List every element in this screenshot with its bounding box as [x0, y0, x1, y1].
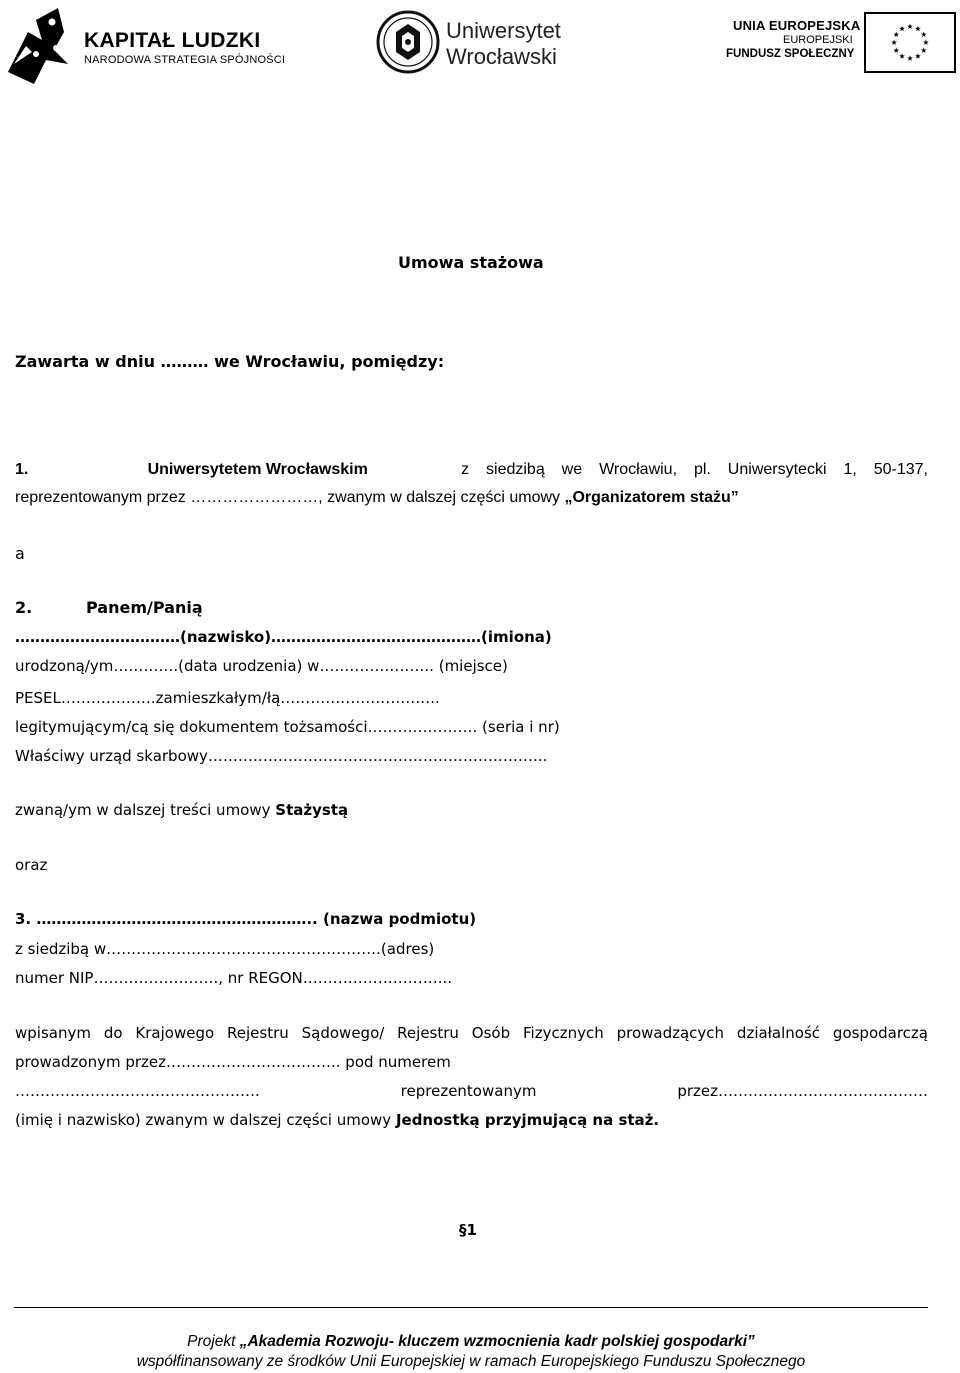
- eu-logo-line1: UNIA EUROPEJSKA: [733, 18, 861, 33]
- party3-role: Jednostką przyjmującą na staż.: [395, 1111, 660, 1129]
- eu-star-icon: [899, 26, 905, 31]
- party1-seat: z siedzibą we Wrocławiu, pl. Uniwersytecki 1, 50-137,: [461, 461, 928, 478]
- eu-star-icon: [915, 26, 921, 31]
- party3-role-prefix: (imię i nazwisko) zwanym w dalszej części umowy: [15, 1111, 396, 1129]
- party2-tax-office-line: Właściwy urząd skarbowy…………………………………………………………..: [15, 747, 548, 765]
- party3-name-line: 3. ……………………………………………….. (nazwa podmiotu): [15, 910, 477, 928]
- party3-nip-regon-line: numer NIP……………………., nr REGON………………………...: [15, 969, 453, 987]
- party3-role-line: [15, 1111, 659, 1129]
- section-heading: §1: [459, 1221, 477, 1239]
- party3-court-line: prowadzonym przez…………………………….. pod numerem: [15, 1053, 451, 1071]
- eu-logo-line3: FUNDUSZ SPOŁECZNY: [726, 48, 855, 60]
- connector-oraz: oraz: [15, 856, 48, 874]
- eu-star-icon: [915, 53, 921, 58]
- kapital-ludzki-subtitle: NARODOWA STRATEGIA SPÓJNOŚCI: [84, 54, 286, 66]
- kapital-ludzki-title: KAPITAŁ LUDZKI: [84, 29, 261, 52]
- footer-project-prefix: Projekt: [187, 1333, 240, 1350]
- footer-project-line: [0, 1333, 942, 1351]
- party1-line2: [15, 489, 739, 507]
- footer-project-name: „Akademia Rozwoju- kluczem wzmocnienia kadr polskiej gospodarki”: [239, 1333, 755, 1350]
- party1-role: „Organizatorem stażu”: [564, 489, 739, 506]
- kapital-ludzki-emblem: [8, 8, 68, 84]
- eu-star-icon: [923, 40, 929, 45]
- party2-id-line: legitymującym/cą się dokumentem tożsamości…………………. (seria i nr): [15, 718, 560, 736]
- party2-role-prefix: zwaną/ym w dalszej treści umowy: [15, 801, 276, 819]
- party2-birth-line: urodzoną/ym………….(data urodzenia) w………………….. (miejsce): [15, 657, 508, 675]
- eu-star-icon: [921, 47, 927, 52]
- party1-representative: reprezentowanym przez ……………………, zwanym w dalszej części umowy: [15, 489, 565, 506]
- eu-star-icon: [907, 55, 913, 60]
- party2-role: Stażystą: [275, 801, 349, 819]
- connector-a: a: [15, 544, 25, 563]
- university-seal-icon: [376, 10, 440, 74]
- university-name-line1: Uniwersytet: [446, 18, 561, 43]
- eu-star-icon: [893, 32, 899, 37]
- eu-flag-icon: [864, 12, 956, 73]
- party1-number: 1.: [15, 461, 29, 478]
- university-name-line2: Wrocławski: [446, 44, 557, 69]
- party1-line1: [15, 461, 928, 479]
- party2-pesel-line: PESEL……………….zamieszkałym/łą…………………………..: [15, 689, 440, 707]
- party3-registry-line: wpisanym do Krajowego Rejestru Sądowego/ Rejestru Osób Fizycznych prowadzących działalność gospodarczą: [15, 1024, 928, 1042]
- footer-cofinancing-line: współfinansowany ze środków Unii Europejskiej w ramach Europejskiego Funduszu Społecznego: [136, 1353, 806, 1370]
- eu-star-icon: [907, 24, 913, 29]
- party3-seat-line: z siedzibą w……………………………………………….(adres): [15, 940, 435, 958]
- party1-name: Uniwersytetem Wrocławskim: [147, 461, 368, 478]
- agreement-intro: Zawarta w dniu ……… we Wrocławiu, pomiędzy:: [15, 352, 445, 371]
- eu-star-icon: [899, 53, 905, 58]
- document-title: Umowa stażowa: [398, 253, 544, 272]
- party2-label: Panem/Panią: [86, 598, 203, 617]
- party2-role-line: [15, 801, 348, 819]
- party2-number: 2.: [15, 598, 33, 617]
- footer-divider: [14, 1307, 928, 1308]
- party2-name-line: ……………………………(nazwisko)……………………………………(imiona): [15, 628, 552, 646]
- eu-star-icon: [891, 40, 897, 45]
- eu-star-icon: [893, 47, 899, 52]
- party3-representative-line: …………………………………………. reprezentowanym przez……………………………………: [15, 1082, 928, 1100]
- eu-star-icon: [921, 32, 927, 37]
- eu-logo-line2: EUROPEJSKI: [783, 34, 853, 46]
